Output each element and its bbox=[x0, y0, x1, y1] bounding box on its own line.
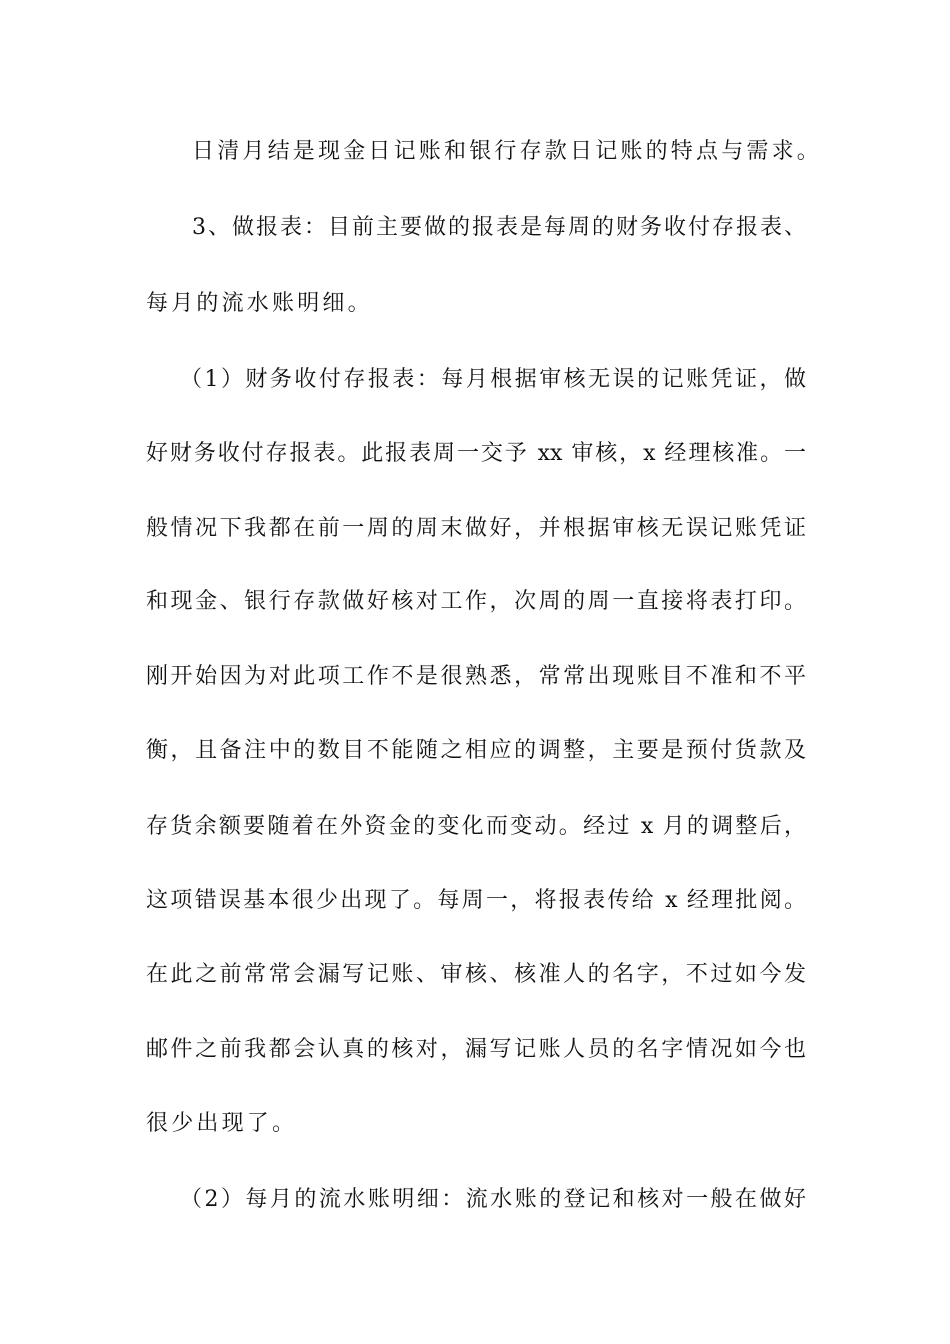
paragraph-line: （2）每月的流水账明细：流水账的登记和核对一般在做好 bbox=[180, 1187, 806, 1212]
paragraph-line: 日清月结是现金日记账和银行存款日记账的特点与需求。 bbox=[192, 139, 823, 164]
paragraph-line: 3、做报表：目前主要做的报表是每周的财务收付存报表、 bbox=[192, 215, 806, 240]
paragraph-line: 存货余额要随着在外资金的变化而变动。经过 x 月的调整后， bbox=[146, 814, 806, 839]
paragraph-line: 在此之前常常会漏写记账、审核、核准人的名字，不过如今发 bbox=[146, 962, 806, 987]
paragraph-line: 好财务收付存报表。此报表周一交予 xx 审核，x 经理核准。一 bbox=[146, 441, 806, 466]
paragraph-line: 刚开始因为对此项工作不是很熟悉，常常出现账目不准和不平 bbox=[146, 664, 806, 689]
paragraph-line: 邮件之前我都会认真的核对，漏写记账人员的名字情况如今也 bbox=[146, 1037, 806, 1062]
paragraph-line: （1）财务收付存报表：每月根据审核无误的记账凭证，做 bbox=[180, 367, 806, 392]
paragraph-line: 和现金、银行存款做好核对工作，次周的周一直接将表打印。 bbox=[146, 589, 806, 614]
paragraph-line: 般情况下我都在前一周的周末做好，并根据审核无误记账凭证 bbox=[146, 516, 806, 541]
paragraph-line: 每月的流水账明细。 bbox=[146, 291, 373, 316]
paragraph-line: 衡，且备注中的数目不能随之相应的调整，主要是预付货款及 bbox=[146, 738, 806, 763]
paragraph-line: 很少出现了。 bbox=[146, 1111, 298, 1136]
paragraph-line: 这项错误基本很少出现了。每周一，将报表传给 x 经理批阅。 bbox=[146, 888, 806, 913]
